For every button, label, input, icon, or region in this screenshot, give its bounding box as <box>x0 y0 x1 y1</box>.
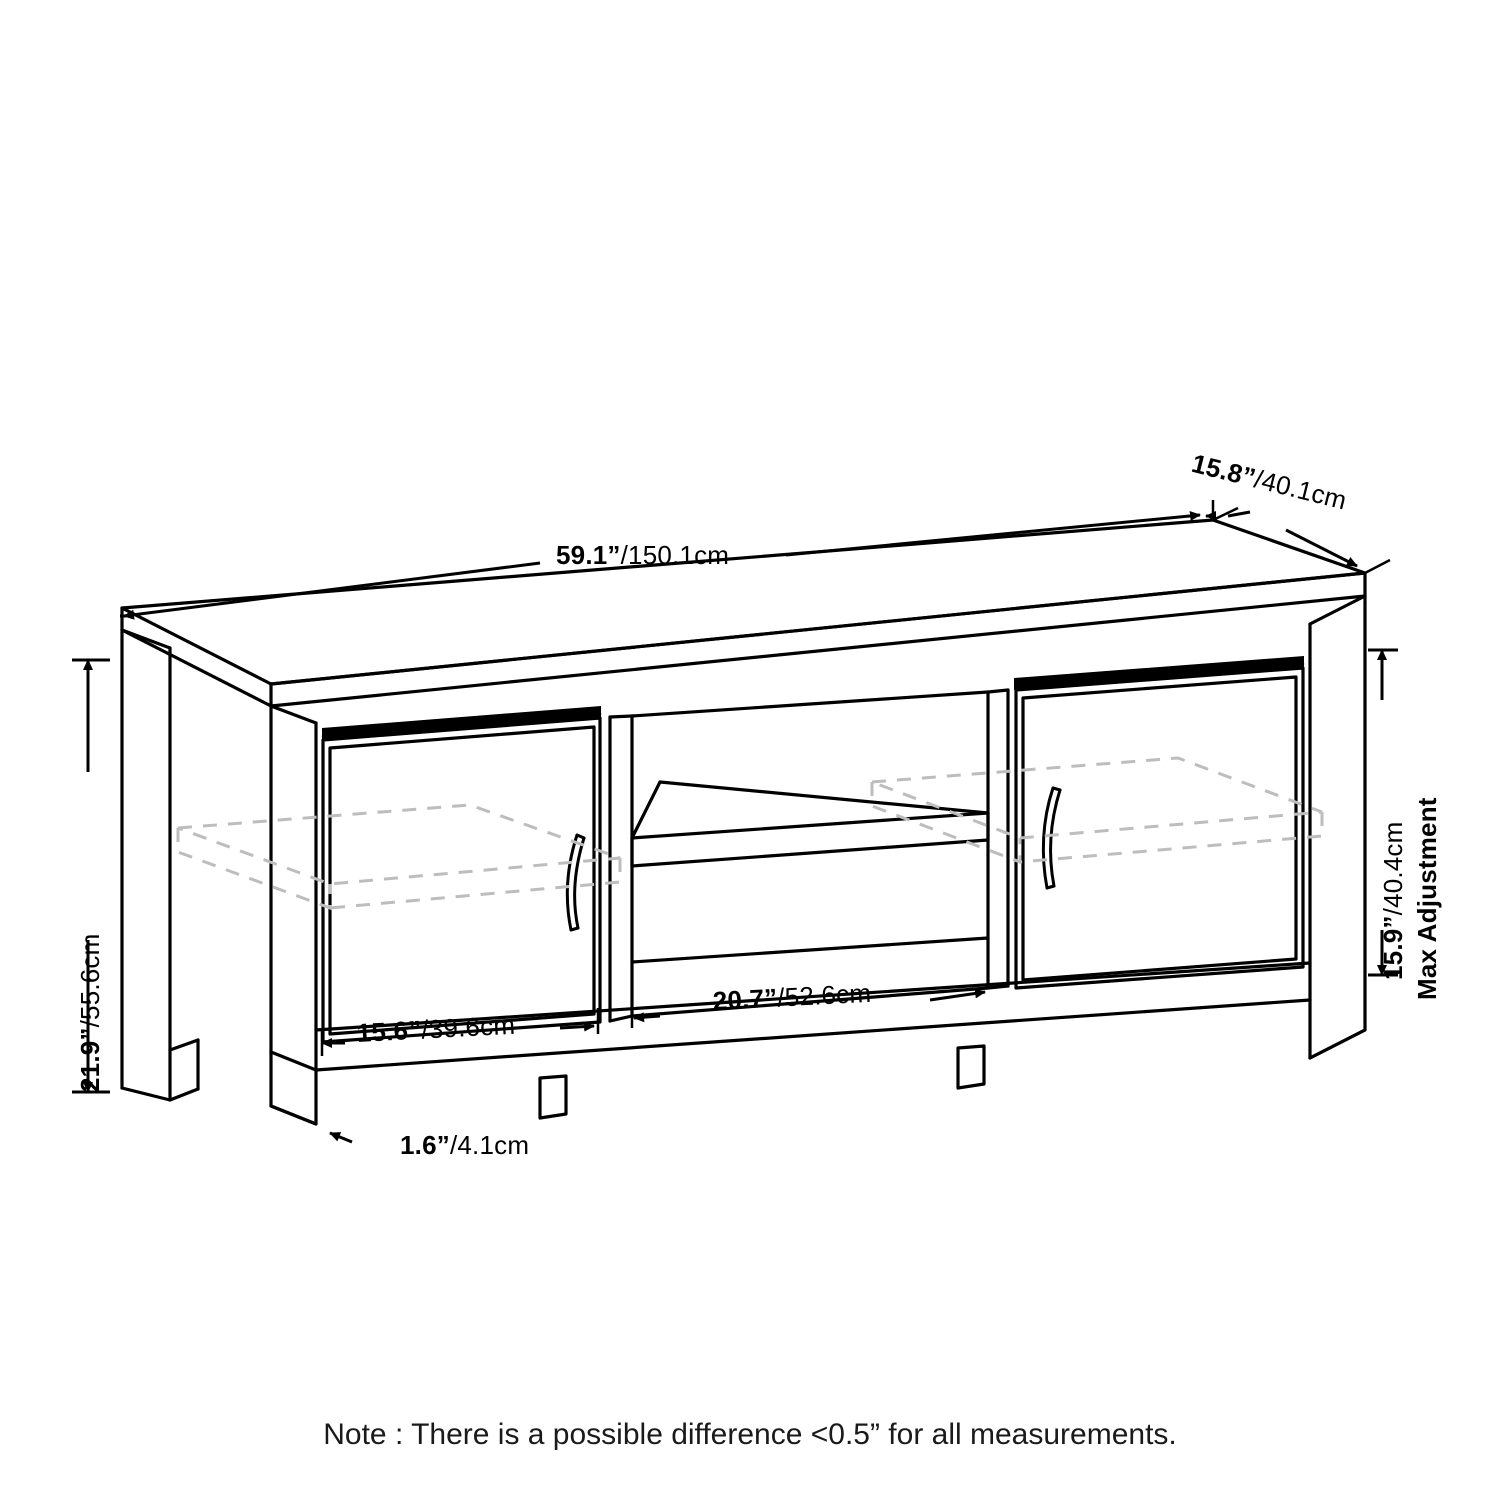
right-door-handle <box>1043 788 1060 888</box>
dim-label-width-top: 59.1”/150.1cm <box>556 540 730 570</box>
center-support-feet <box>540 1046 984 1118</box>
dim-label-height-overall: 21.9”/55.6cm <box>75 933 105 1092</box>
dim-depth-top <box>1206 508 1390 573</box>
dim-label-leg-width: 1.6”/4.1cm <box>400 1130 530 1160</box>
hidden-shelf-lines <box>178 758 1322 908</box>
dim-label-max-adjustment-value: 15.9”/40.4cm <box>1378 821 1408 980</box>
dim-label-max-adjustment-title: Max Adjustment <box>1412 797 1442 1000</box>
measurement-note: Note : There is a possible difference <0.5” for all measurements. <box>323 1418 1177 1451</box>
center-compartment <box>610 690 1008 1021</box>
dark-band-fill <box>322 656 1304 740</box>
dim-leg-width <box>330 1133 352 1142</box>
right-cabinet-door <box>1016 668 1303 988</box>
dim-label-center-opening: 20.7”/52.6cm <box>712 977 872 1016</box>
left-door-handle <box>567 835 584 930</box>
dim-label-door-width: 15.6”/39.6cm <box>356 1009 516 1048</box>
dim-label-depth-top: 15.8”/40.1cm <box>1188 448 1350 516</box>
